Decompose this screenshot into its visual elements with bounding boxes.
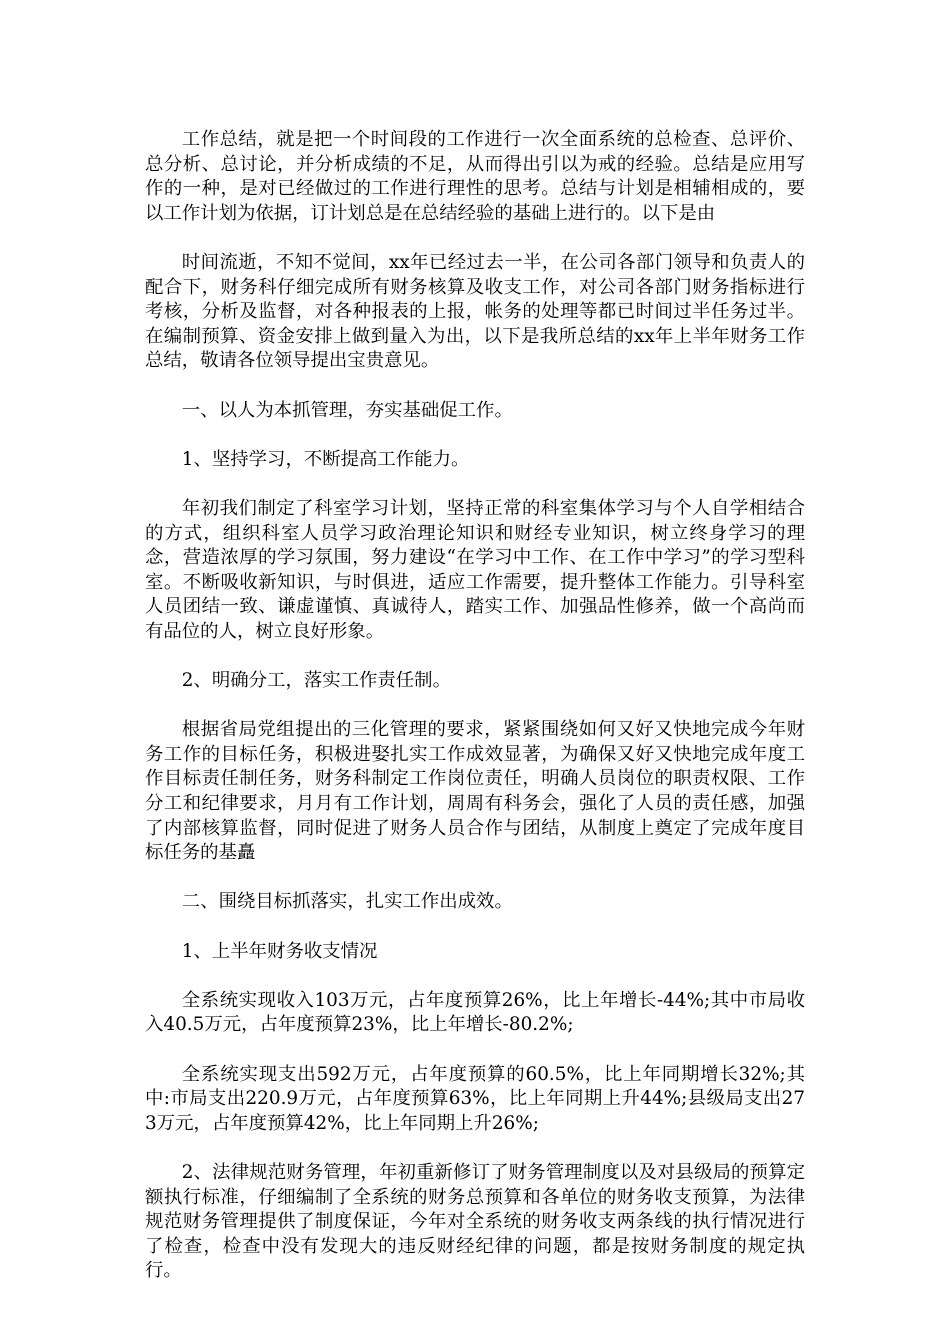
expenditure-paragraph: 全系统实现支出592万元，占年度预算的60.5%，比上年同期增长32%;其中:市局支出220.9万元，占年度预算63%，比上年同期上升44%;县级局支出273万元，占年度预算42%，比上年同期上升26%; — [145, 1063, 805, 1134]
overview-paragraph: 时间流逝，不知不觉间，xx年已经过去一半，在公司各部门领导和负责人的配合下，财务科仔细完成所有财务核算及收支工作，对公司各部门财务指标进行考核，分析及监督，对各种报表的上报，帐务的处理等都已时间过半任务过半。在编制预算、资金安排上做到量入为出，以下是我所总结的xx年上半年财务工作总结，敬请各位领导提出宝贵意见。 — [145, 251, 805, 372]
subsection-heading-2-1: 1、上半年财务收支情况 — [181, 940, 378, 962]
subsection-heading-1-1: 1、坚持学习，不断提高工作能力。 — [181, 448, 470, 470]
section-heading-1: 一、以人为本抓管理，夯实基础促工作。 — [181, 399, 513, 421]
study-paragraph: 年初我们制定了科室学习计划，坚持正常的科室集体学习与个人自学相结合的方式，组织科室人员学习政治理论知识和财经专业知识，树立终身学习的理念，营造浓厚的学习氛围，努力建设“在学习中工作、在工作中学习”的学习型科室。不断吸收新知识，与时俱进，适应工作需要，提升整体工作能力。引导科室人员团结一致、谦虚谨慎、真诚待人，踏实工作、加强品性修养，做一个高尚而有品位的人，树立良好形象。 — [145, 497, 805, 642]
regulation-paragraph: 2、法律规范财务管理，年初重新修订了财务管理制度以及对县级局的预算定额执行标准，仔细编制了全系统的财务总预算和各单位的财务收支预算，为法律规范财务管理提供了制度保证，今年对全系统的财务收支两条线的执行情况进行了检查，检查中没有发现大的违反财经纪律的问题，都是按财务制度的规定执行。 — [145, 1161, 805, 1282]
document-page — [145, 128, 805, 1309]
intro-paragraph: 工作总结，就是把一个时间段的工作进行一次全面系统的总检查、总评价、总分析、总讨论，并分析成绩的不足，从而得出引以为戒的经验。总结是应用写作的一种，是对已经做过的工作进行理性的思考。总结与计划是相辅相成的，要以工作计划为依据，订计划总是在总结经验的基础上进行的。以下是由 — [145, 129, 805, 224]
responsibility-paragraph: 根据省局党组提出的三化管理的要求，紧紧围绕如何又好又快地完成今年财务工作的目标任务，积极进娶扎实工作成效显著，为确保又好又快地完成年度工作目标责任制任务，财务科制定工作岗位责任，明确人员岗位的职责权限、工作分工和纪律要求，月月有工作计划，周周有科务会，强化了人员的责任感，加强了内部核算监督，同时促进了财务人员合作与团结，从制度上奠定了完成年度目标任务的基矗 — [145, 719, 805, 864]
income-paragraph: 全系统实现收入103万元，占年度预算26%，比上年增长-44%;其中市局收入40.5万元，占年度预算23%，比上年增长-80.2%; — [145, 989, 805, 1036]
section-heading-2: 二、围绕目标抓落实，扎实工作出成效。 — [181, 891, 513, 913]
subsection-heading-1-2: 2、明确分工，落实工作责任制。 — [181, 670, 451, 692]
